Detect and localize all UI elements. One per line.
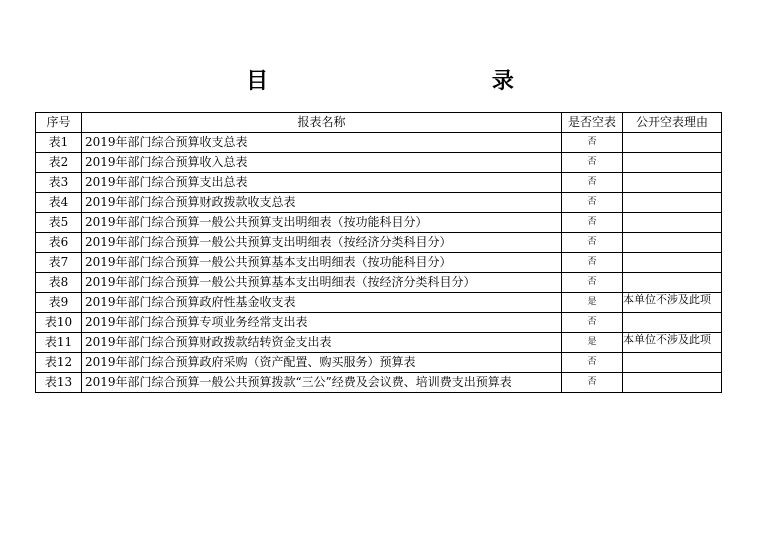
- table-row: [36, 293, 722, 313]
- table-row: [36, 193, 722, 213]
- empty-flag: 否: [562, 153, 623, 173]
- row-number: 表11: [36, 333, 82, 353]
- table-row: [36, 313, 722, 333]
- empty-flag: 否: [562, 353, 623, 373]
- report-name: 2019年部门综合预算一般公共预算基本支出明细表（按经济分类科目分）: [82, 273, 562, 293]
- toc-table: [35, 112, 722, 393]
- empty-flag: 否: [562, 273, 623, 293]
- empty-reason: [623, 373, 722, 393]
- row-number: 表3: [36, 173, 82, 193]
- empty-flag: 是: [562, 293, 623, 313]
- empty-reason: [623, 213, 722, 233]
- table-row: [36, 233, 722, 253]
- row-number: 表12: [36, 353, 82, 373]
- table-header-row: [36, 113, 722, 133]
- report-name: 2019年部门综合预算一般公共预算支出明细表（按功能科目分）: [82, 213, 562, 233]
- empty-reason: [623, 253, 722, 273]
- table-row: [36, 153, 722, 173]
- report-name: 2019年部门综合预算政府采购（资产配置、购买服务）预算表: [82, 353, 562, 373]
- header-no: 序号: [36, 113, 82, 133]
- report-name: 2019年部门综合预算收支总表: [82, 133, 562, 153]
- table-row: [36, 213, 722, 233]
- row-number: 表2: [36, 153, 82, 173]
- empty-flag: 否: [562, 173, 623, 193]
- row-number: 表10: [36, 313, 82, 333]
- empty-flag: 否: [562, 233, 623, 253]
- table-row: [36, 273, 722, 293]
- empty-flag: 是: [562, 333, 623, 353]
- header-reason: 公开空表理由: [623, 113, 722, 133]
- empty-flag: 否: [562, 213, 623, 233]
- empty-flag: 否: [562, 253, 623, 273]
- empty-reason: [623, 133, 722, 153]
- empty-reason: [623, 173, 722, 193]
- row-number: 表4: [36, 193, 82, 213]
- row-number: 表6: [36, 233, 82, 253]
- table-row: [36, 173, 722, 193]
- table-row: [36, 333, 722, 353]
- row-number: 表7: [36, 253, 82, 273]
- report-name: 2019年部门综合预算一般公共预算拨款“三公”经费及会议费、培训费支出预算表: [82, 373, 562, 393]
- empty-flag: 否: [562, 193, 623, 213]
- report-name: 2019年部门综合预算专项业务经常支出表: [82, 313, 562, 333]
- report-name: 2019年部门综合预算政府性基金收支表: [82, 293, 562, 313]
- row-number: 表9: [36, 293, 82, 313]
- empty-reason: [623, 353, 722, 373]
- empty-flag: 否: [562, 373, 623, 393]
- table-row: [36, 373, 722, 393]
- empty-reason: 本单位不涉及此项: [623, 293, 722, 313]
- table-row: [36, 353, 722, 373]
- report-name: 2019年部门综合预算收入总表: [82, 153, 562, 173]
- empty-flag: 否: [562, 313, 623, 333]
- row-number: 表5: [36, 213, 82, 233]
- empty-reason: 本单位不涉及此项: [623, 333, 722, 353]
- row-number: 表8: [36, 273, 82, 293]
- empty-reason: [623, 153, 722, 173]
- table-row: [36, 253, 722, 273]
- report-name: 2019年部门综合预算一般公共预算基本支出明细表（按功能科目分）: [82, 253, 562, 273]
- empty-reason: [623, 313, 722, 333]
- empty-reason: [623, 233, 722, 253]
- report-name: 2019年部门综合预算财政拨款收支总表: [82, 193, 562, 213]
- empty-reason: [623, 193, 722, 213]
- report-name: 2019年部门综合预算支出总表: [82, 173, 562, 193]
- empty-flag: 否: [562, 133, 623, 153]
- header-empty: 是否空表: [562, 113, 623, 133]
- report-name: 2019年部门综合预算一般公共预算支出明细表（按经济分类科目分）: [82, 233, 562, 253]
- empty-reason: [623, 273, 722, 293]
- table-row: [36, 133, 722, 153]
- row-number: 表13: [36, 373, 82, 393]
- page-title: 目 录: [246, 68, 622, 94]
- report-name: 2019年部门综合预算财政拨款结转资金支出表: [82, 333, 562, 353]
- row-number: 表1: [36, 133, 82, 153]
- header-name: 报表名称: [82, 113, 562, 133]
